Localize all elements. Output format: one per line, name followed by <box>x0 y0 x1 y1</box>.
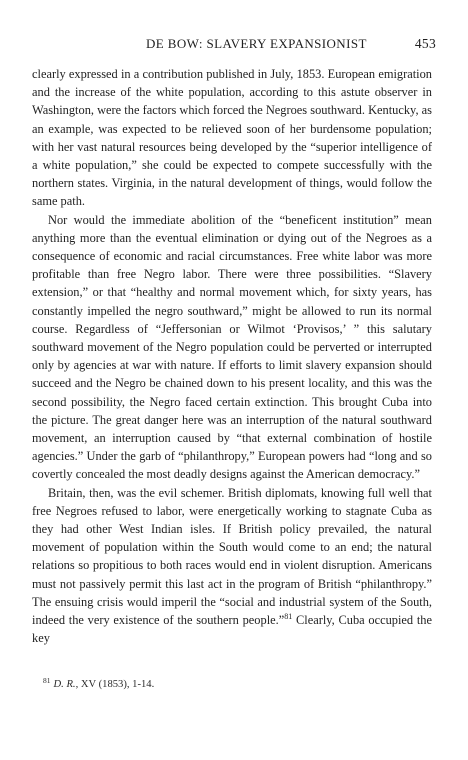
page-number: 453 <box>414 36 436 51</box>
footnote <box>43 676 154 690</box>
footnote-number: 81 <box>43 676 51 685</box>
page-header <box>42 36 460 56</box>
paragraph-text: Clearly, Cuba occupied the key <box>32 613 433 646</box>
footnote-reference: 81 <box>284 612 293 622</box>
paragraph-text: clearly expressed in a contribution published in July, 1853. European emigration and the increase of the white population, according to this astute observer in Washington, were the factors which forced the Negroes southward. Kentucky, as an example, was expected to be relieved soon of her burdensome population; with her vast natural resources being developed by the “superior intelligence of a white population,” she could be expected to compete successfully with the northern states. Virginia, in the natural development of things, would follow the same path. <box>32 67 432 209</box>
paragraph <box>32 484 432 648</box>
paragraph-text: Nor would the immediate abolition of the “beneficent institution” mean anything more than the eventual elimination or dying out of the Negroes as a consequence of economic and racial circumstances. Free white labor was more profitable than free Negro labor. There were three possibilities. “Slavery extension,” or that “healthy and normal movement which, for sixty years, has constantly impelled the negro southward,” might be allowed to run its normal course. Regardless of “Jeffersonian or Wilmot ‘Provisos,’ ” this salutary southward movement of the Negro population could be perverted or interrupted only by agencies at war with nature. If efforts to limit slavery expansion should succeed and the Negro be chained down to his present locality, and this was the second possibility, the Negro faced certain extinction. This brought Cuba into the picture. The great danger here was an interruption of the natural southward movement, an interruption caused by “that external combination of hostile agencies.” Under the garb of “philanthropy,” European powers had “long and so covertly concealed the most deadly designs against the American democracy.” <box>32 212 432 482</box>
paragraph-text: Britain, then, was the evil schemer. British diplomats, knowing full well that free Negroes refused to labor, were energetically working to stagnate Cuba as they had other West Indian isles. If British policy prevailed, the natural movement of population within the South would come to an end; the natural relations so propitious to both races would end in violent disruption. Americans must not passively permit this last act in the program of British “philanthropy.” The ensuing crisis would imperil the “social and industrial system of the South, indeed the very existence of the southern people.” <box>32 485 432 628</box>
footnote-source-title: D. R., <box>53 679 79 690</box>
footnote-citation: XV (1853), 1-14. <box>78 679 155 690</box>
body-text <box>32 65 432 648</box>
paragraph <box>32 211 432 484</box>
paragraph <box>32 65 432 211</box>
running-head: DE BOW: SLAVERY EXPANSIONIST <box>146 36 367 51</box>
